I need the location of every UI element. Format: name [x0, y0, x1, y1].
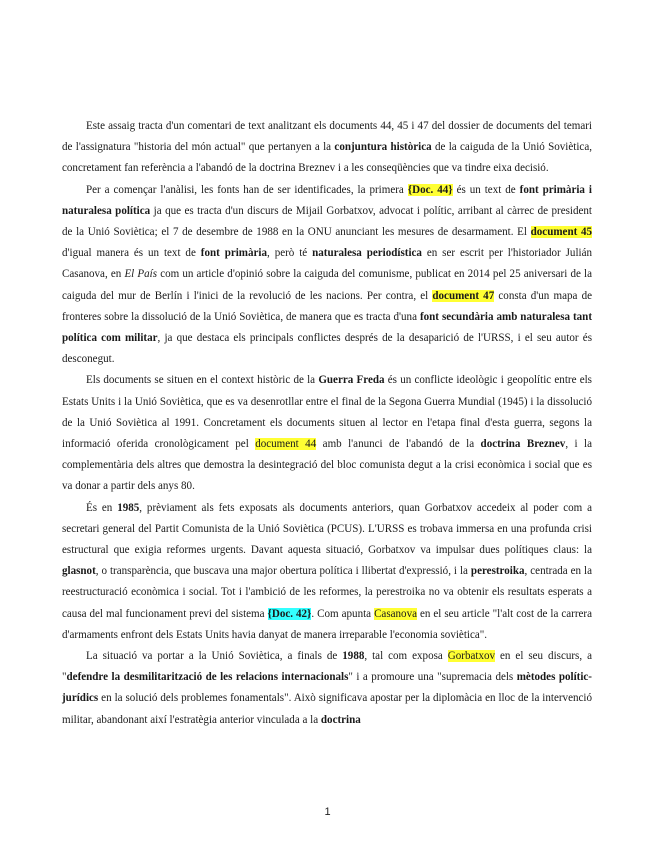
text-run: en el seu article "l'alt cost de la carrera d'armaments enfront dels Estats Units havia danyat de manera irreparable l'economia soviètica". — [62, 607, 592, 641]
highlighted-reference: document 44 — [255, 438, 317, 451]
text-run: , ja que destaca els principals conflictes després de la desaparició de l'URSS, i el seu autor és desconegut. — [62, 332, 592, 366]
highlighted-reference: document 45 — [530, 226, 592, 239]
highlighted-reference: {Doc. 44} — [407, 183, 453, 196]
document-body — [62, 116, 592, 731]
text-run: com un article d'opinió sobre la caiguda del comunisme, publicat en 2014 pel 25 aniversari de la caiguda del mur de Berlín i l'inici de la revolució de les nacions. Per contra, el — [62, 268, 592, 302]
text-run: , o transparència, que buscava una major obertura política i llibertat d'expressió, i la — [95, 565, 471, 578]
bold-term: font primària — [200, 247, 268, 260]
bold-term: 1985 — [117, 501, 140, 514]
paragraph — [62, 498, 592, 646]
text-run: És en — [86, 501, 118, 514]
paragraph — [62, 646, 592, 731]
bold-term: naturalesa periodística — [312, 247, 422, 260]
paragraph — [62, 180, 592, 371]
page-number: 1 — [324, 806, 331, 818]
text-run: , prèviament als fets exposats als documents anteriors, quan Gorbatxov accedeix al poder com a secretari general del Partit Comunista de la Unió Soviètica (PCUS). L'URSS es trobava immersa en una profunda crisi estructural que exigia reformes urgents. Davant aquesta situació, Gorbatxov va impulsar dues polítiques claus: la — [62, 501, 592, 557]
text-run: de la caiguda de la Unió Soviètica, concretament fan referència a l'abandó de la doctrina Breznev i a les conseqüències que va tindre eixa decisió. — [62, 141, 592, 175]
text-run: en la solució dels problemes fonamentals". Això significava apostar per la diplomàcia en lloc de la intervenció militar, abandonant així l'estratègia anterior vinculada a la — [62, 692, 592, 726]
text-run: . Com apunta — [311, 607, 375, 620]
bold-term: doctrina Breznev — [480, 438, 566, 451]
italic-title: El País — [124, 268, 158, 281]
bold-term: conjuntura històrica — [334, 141, 432, 154]
text-run: d'igual manera és un text de — [62, 247, 201, 260]
text-run: en ser escrit per l'historiador Julián Casanova, en — [62, 247, 593, 281]
bold-term: 1988 — [342, 650, 365, 663]
text-run: en el seu discurs, a " — [62, 650, 592, 684]
text-run: Els documents se situen en el context històric de la — [86, 374, 319, 387]
text-run: , tal com exposa — [364, 650, 448, 663]
text-run: " i a promoure una "supremacia dels — [348, 671, 517, 684]
bold-term: defendre la desmilitarització de les relacions internacionals — [66, 671, 349, 684]
text-run: és un text de — [452, 183, 520, 196]
text-run: Este assaig tracta d'un comentari de text analitzant els documents 44, 45 i 47 del dossier de documents del temari de l'assignatura "historia del món actual" que pertanyen a la — [62, 120, 592, 154]
bold-term: mètodes polític-jurídics — [62, 671, 592, 705]
paragraph — [62, 370, 592, 497]
highlighted-reference: document 47 — [432, 289, 495, 302]
paragraph — [62, 116, 592, 180]
text-run: , i la complementària dels altres que demostra la desintegració del bloc comunista degut a la crisi econòmica i social que es va donar a partir dels anys 80. — [62, 438, 592, 493]
text-run: La situació va portar a la Unió Soviètica, a finals de — [86, 650, 343, 663]
text-run: consta d'un mapa de fronteres sobre la dissolució de la Unió Soviètica, de manera que es tracta d'una — [62, 289, 593, 323]
highlighted-reference: Gorbatxov — [447, 650, 496, 663]
text-run: , però té — [267, 247, 313, 260]
bold-term: doctrina — [320, 713, 361, 726]
bold-term: glasnot — [62, 565, 96, 578]
text-run: , centrada en la reestructuració econòmica i social. Tot i l'ambició de les reformes, la perestroika no va obtenir els resultats esperats a causa del mal funcionament previ del sistema — [62, 565, 593, 620]
bold-term: font secundària amb naturalesa tant política com militar — [62, 310, 593, 345]
bold-term: font primària i naturalesa política — [62, 183, 592, 217]
text-run: Per a començar l'anàlisi, les fonts han de ser identificades, la primera — [86, 183, 408, 196]
highlighted-reference: Casanova — [374, 607, 418, 620]
highlighted-reference: {Doc. 42} — [267, 607, 312, 620]
text-run: ja que es tracta d'un discurs de Mijail Gorbatxov, advocat i polític, arribant al càrrec de president de la Unió Soviètica; el 7 de desembre de 1988 en la ONU anunciant les mesures de desarmament. El — [62, 204, 593, 239]
text-run: amb l'anunci de l'abandó de la — [316, 438, 481, 451]
text-run: és un conflicte ideològic i geopolític entre els Estats Units i la Unió Soviètica, que es va desenrotllar entre el final de la Segona Guerra Mundial (1945) i la dissolució de la Unió Soviètica al 1991. Concretament els documents situen al lector en l'etapa final d'esta guerra, segons la informació oferida cronològicament pel — [62, 374, 592, 451]
bold-term: perestroika — [470, 565, 525, 578]
bold-term: Guerra Freda — [318, 374, 385, 387]
